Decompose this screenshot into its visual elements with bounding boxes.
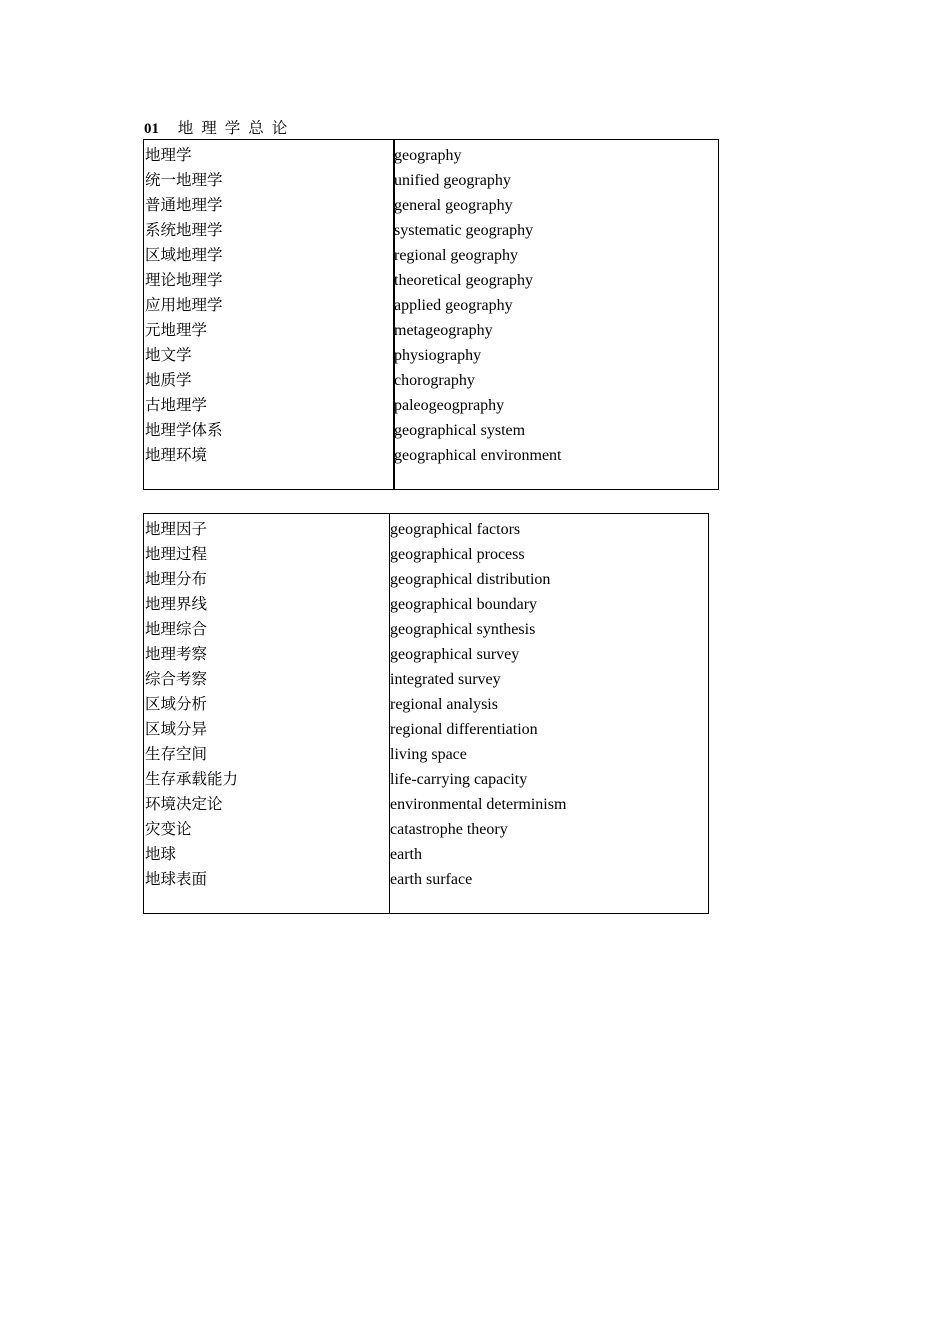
term-english: geographical synthesis bbox=[390, 621, 536, 638]
term-english: living space bbox=[390, 746, 467, 763]
chinese-term-column bbox=[145, 143, 223, 468]
term-chinese: 地理学体系 bbox=[145, 421, 223, 439]
term-english: catastrophe theory bbox=[390, 821, 508, 838]
term-chinese: 系统地理学 bbox=[145, 221, 223, 239]
term-english: regional geography bbox=[394, 247, 518, 264]
term-chinese: 综合考察 bbox=[145, 670, 208, 688]
term-chinese: 地理界线 bbox=[145, 595, 208, 613]
term-english: chorography bbox=[394, 372, 475, 389]
term-english: life-carrying capacity bbox=[390, 771, 528, 788]
term-chinese: 地文学 bbox=[145, 346, 192, 364]
term-chinese: 地理分布 bbox=[145, 570, 208, 588]
term-chinese: 地球表面 bbox=[145, 870, 208, 888]
term-english: environmental determinism bbox=[390, 796, 567, 813]
term-english: geographical distribution bbox=[390, 571, 551, 588]
term-chinese: 地理学 bbox=[145, 146, 192, 164]
term-chinese: 地理过程 bbox=[145, 545, 208, 563]
term-chinese: 灾变论 bbox=[145, 820, 192, 838]
term-chinese: 理论地理学 bbox=[145, 271, 223, 289]
term-chinese: 地球 bbox=[145, 845, 177, 863]
section-heading bbox=[144, 118, 295, 139]
term-english: geographical boundary bbox=[390, 596, 538, 613]
term-chinese: 地理考察 bbox=[145, 645, 208, 663]
term-english: metageography bbox=[394, 322, 493, 339]
term-english: physiography bbox=[394, 347, 482, 364]
term-english: geographical environment bbox=[394, 447, 562, 464]
term-english: geographical system bbox=[394, 422, 526, 439]
term-english: geography bbox=[394, 147, 462, 164]
section-number: 01 bbox=[144, 121, 159, 137]
term-chinese: 区域分异 bbox=[145, 720, 208, 738]
chinese-term-column bbox=[145, 517, 238, 892]
term-chinese: 区域地理学 bbox=[145, 246, 223, 264]
term-english: systematic geography bbox=[394, 222, 534, 239]
term-english: applied geography bbox=[394, 297, 513, 314]
term-english: regional analysis bbox=[390, 696, 498, 713]
term-chinese: 地理综合 bbox=[145, 620, 208, 638]
term-english: paleogeogpraphy bbox=[394, 397, 505, 414]
section-title: 地理学总论 bbox=[177, 119, 296, 137]
term-chinese: 地质学 bbox=[145, 371, 192, 389]
term-chinese: 区域分析 bbox=[145, 695, 208, 713]
english-term-column bbox=[394, 143, 562, 468]
term-english: regional differentiation bbox=[390, 721, 538, 738]
term-english: integrated survey bbox=[390, 671, 501, 688]
term-english: geographical process bbox=[390, 546, 525, 563]
glossary-table-2 bbox=[143, 513, 709, 914]
term-english: geographical factors bbox=[390, 521, 521, 538]
term-english: general geography bbox=[394, 197, 513, 214]
term-chinese: 地理因子 bbox=[145, 520, 208, 538]
term-english: earth surface bbox=[390, 871, 473, 888]
term-english: unified geography bbox=[394, 172, 511, 189]
term-chinese: 古地理学 bbox=[145, 396, 208, 414]
term-chinese: 统一地理学 bbox=[145, 171, 223, 189]
term-english: theoretical geography bbox=[394, 272, 534, 289]
term-chinese: 元地理学 bbox=[145, 321, 208, 339]
term-chinese: 地理环境 bbox=[145, 446, 208, 464]
term-english: earth bbox=[390, 846, 422, 863]
term-chinese: 生存空间 bbox=[145, 745, 208, 763]
glossary-table-1 bbox=[143, 139, 719, 490]
english-term-column bbox=[390, 517, 566, 892]
term-chinese: 应用地理学 bbox=[145, 296, 223, 314]
term-english: geographical survey bbox=[390, 646, 520, 663]
term-chinese: 普通地理学 bbox=[145, 196, 223, 214]
term-chinese: 环境决定论 bbox=[145, 795, 223, 813]
term-chinese: 生存承载能力 bbox=[145, 770, 239, 788]
